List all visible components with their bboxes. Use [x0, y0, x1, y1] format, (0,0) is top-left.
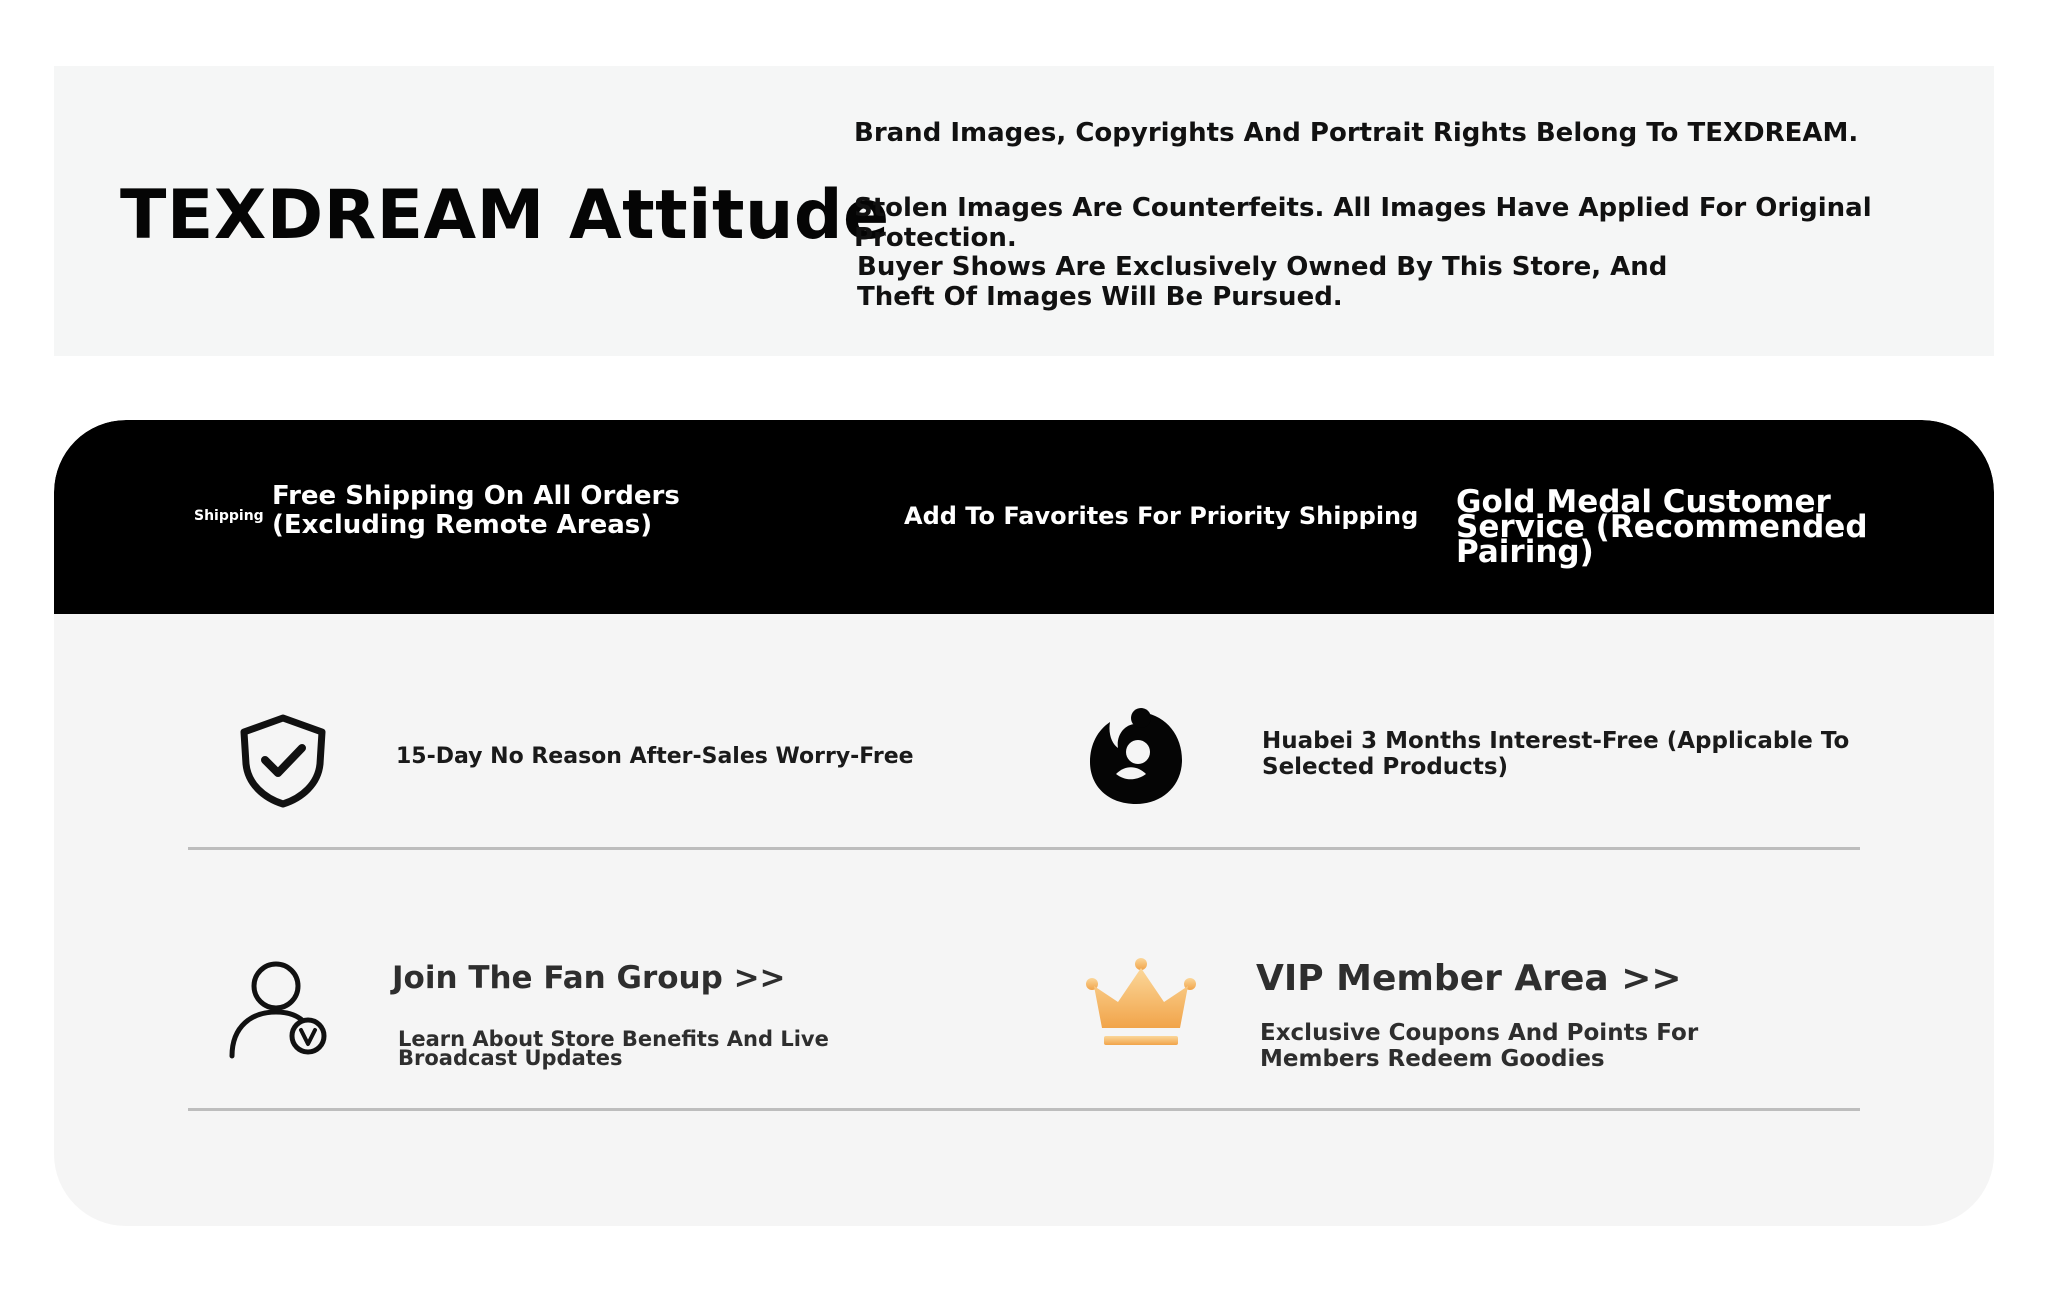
customer-service-text: Gold Medal Customer Service (Recommended Pairing) — [1456, 484, 1868, 570]
shipping-tag: Shipping — [194, 508, 264, 524]
vip-subtitle: Exclusive Coupons And Points For Members Redeem Goodies — [1260, 1020, 1699, 1072]
huabei-text: Huabei 3 Months Interest-Free (Applicable To Selected Products) — [1262, 728, 1850, 780]
copyright-notice: Brand Images, Copyrights And Portrait Rights Belong To TEXDREAM. — [854, 118, 1859, 148]
fan-group-link[interactable]: Join The Fan Group >> — [392, 960, 786, 996]
vip-area-link[interactable]: VIP Member Area >> — [1256, 958, 1682, 999]
fan-group-subtitle: Learn About Store Benefits And Live Broadcast Updates — [398, 1027, 829, 1070]
huabei-logo-icon — [1086, 704, 1186, 808]
divider — [188, 1108, 1860, 1111]
service-banner — [54, 420, 1994, 614]
after-sales-text: 15-Day No Reason After-Sales Worry-Free — [396, 744, 914, 769]
buyer-show-notice: Buyer Shows Are Exclusively Owned By This Store, And Theft Of Images Will Be Pursued. — [857, 252, 1668, 312]
counterfeit-notice: Stolen Images Are Counterfeits. All Images Have Applied For Original Protection. — [854, 193, 1872, 253]
favorites-link[interactable]: Add To Favorites For Priority Shipping — [904, 502, 1419, 530]
free-shipping-text: Free Shipping On All Orders (Excluding Remote Areas) — [272, 481, 680, 540]
divider — [188, 847, 1860, 850]
brand-notice-panel — [54, 66, 1994, 356]
shield-check-icon — [238, 712, 328, 808]
crown-icon — [1084, 956, 1198, 1050]
service-card — [54, 420, 1994, 1226]
brand-title: TEXDREAM Attitude — [120, 176, 890, 255]
user-v-icon — [228, 960, 332, 1060]
